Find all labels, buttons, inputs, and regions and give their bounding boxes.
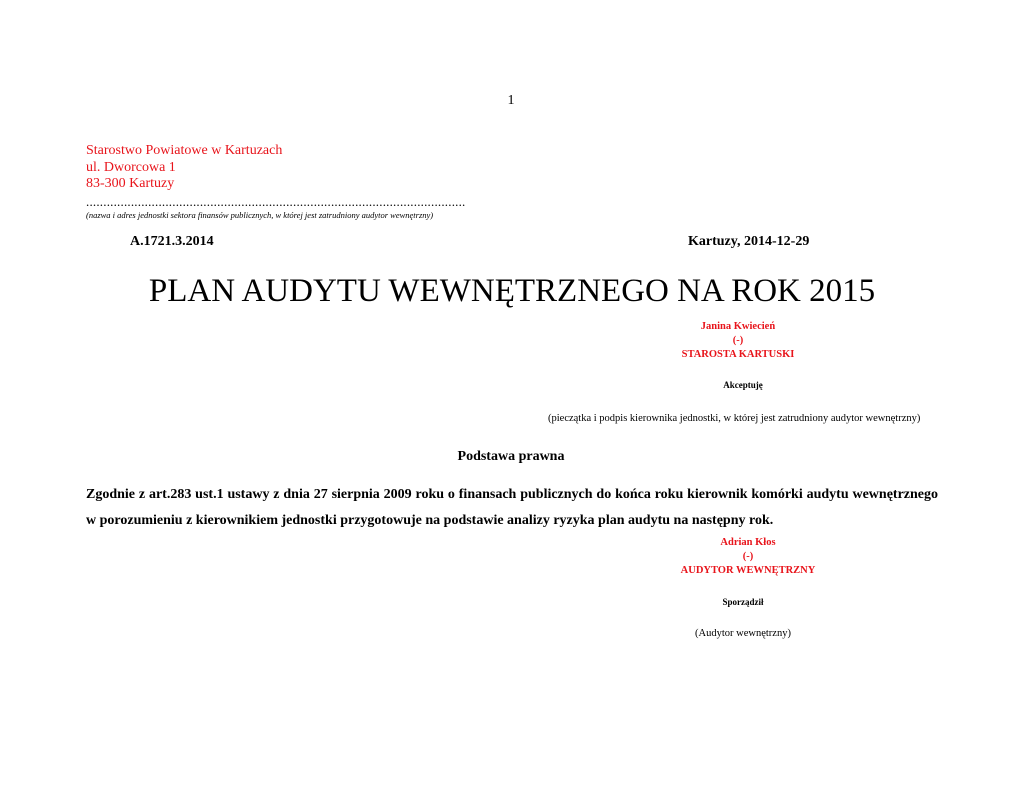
organization-name: Starostwo Powiatowe w Kartuzach [86, 143, 283, 158]
reference-number: A.1721.3.2014 [130, 234, 214, 249]
prepared-by-label: Sporządził [722, 597, 764, 607]
auditor-position: AUDYTOR WEWNĘTRZNY [680, 565, 816, 576]
approver-name: Janina Kwiecień [700, 321, 776, 332]
approver-signature: (-) [732, 335, 744, 346]
stamp-caption: (pieczątka i podpis kierownika jednostki, w której jest zatrudniony audytor wewnętrzny) [548, 413, 921, 424]
legal-basis-paragraph: Zgodnie z art.283 ust.1 ustawy z dnia 27 sierpnia 2009 roku o finansach publicznych do końca roku kierownik komórki audytu wewnętrznego w porozumieniu z kierownikiem jednostki przygotowuje na podstawie analizy ryzyka plan audytu na następny rok. [86, 487, 938, 528]
organization-street: ul. Dworcowa 1 [86, 159, 176, 175]
organization-caption: (nazwa i adres jednostki sektora finansów publicznych, w której jest zatrudniony audytor wewnętrzny) [86, 210, 434, 220]
auditor-name: Adrian Kłos [720, 537, 776, 548]
document-title: PLAN AUDYTU WEWNĘTRZNEGO NA ROK 2015 [148, 273, 876, 309]
auditor-caption: (Audytor wewnętrzny) [695, 628, 791, 639]
accept-label: Akceptuję [723, 380, 763, 390]
place-and-date: Kartuzy, 2014-12-29 [688, 234, 810, 249]
approver-position: STAROSTA KARTUSKI [681, 349, 795, 360]
organization-city: 83-300 Kartuzy [86, 176, 175, 191]
organization-address [86, 143, 282, 193]
page-number: 1 [507, 93, 515, 108]
legal-basis-heading: Podstawa prawna [457, 449, 565, 464]
auditor-signature-block [668, 536, 828, 578]
dotted-separator: .............................................................................................................. [86, 194, 466, 209]
approval-signature-block [658, 320, 818, 362]
auditor-signature: (-) [742, 551, 754, 562]
